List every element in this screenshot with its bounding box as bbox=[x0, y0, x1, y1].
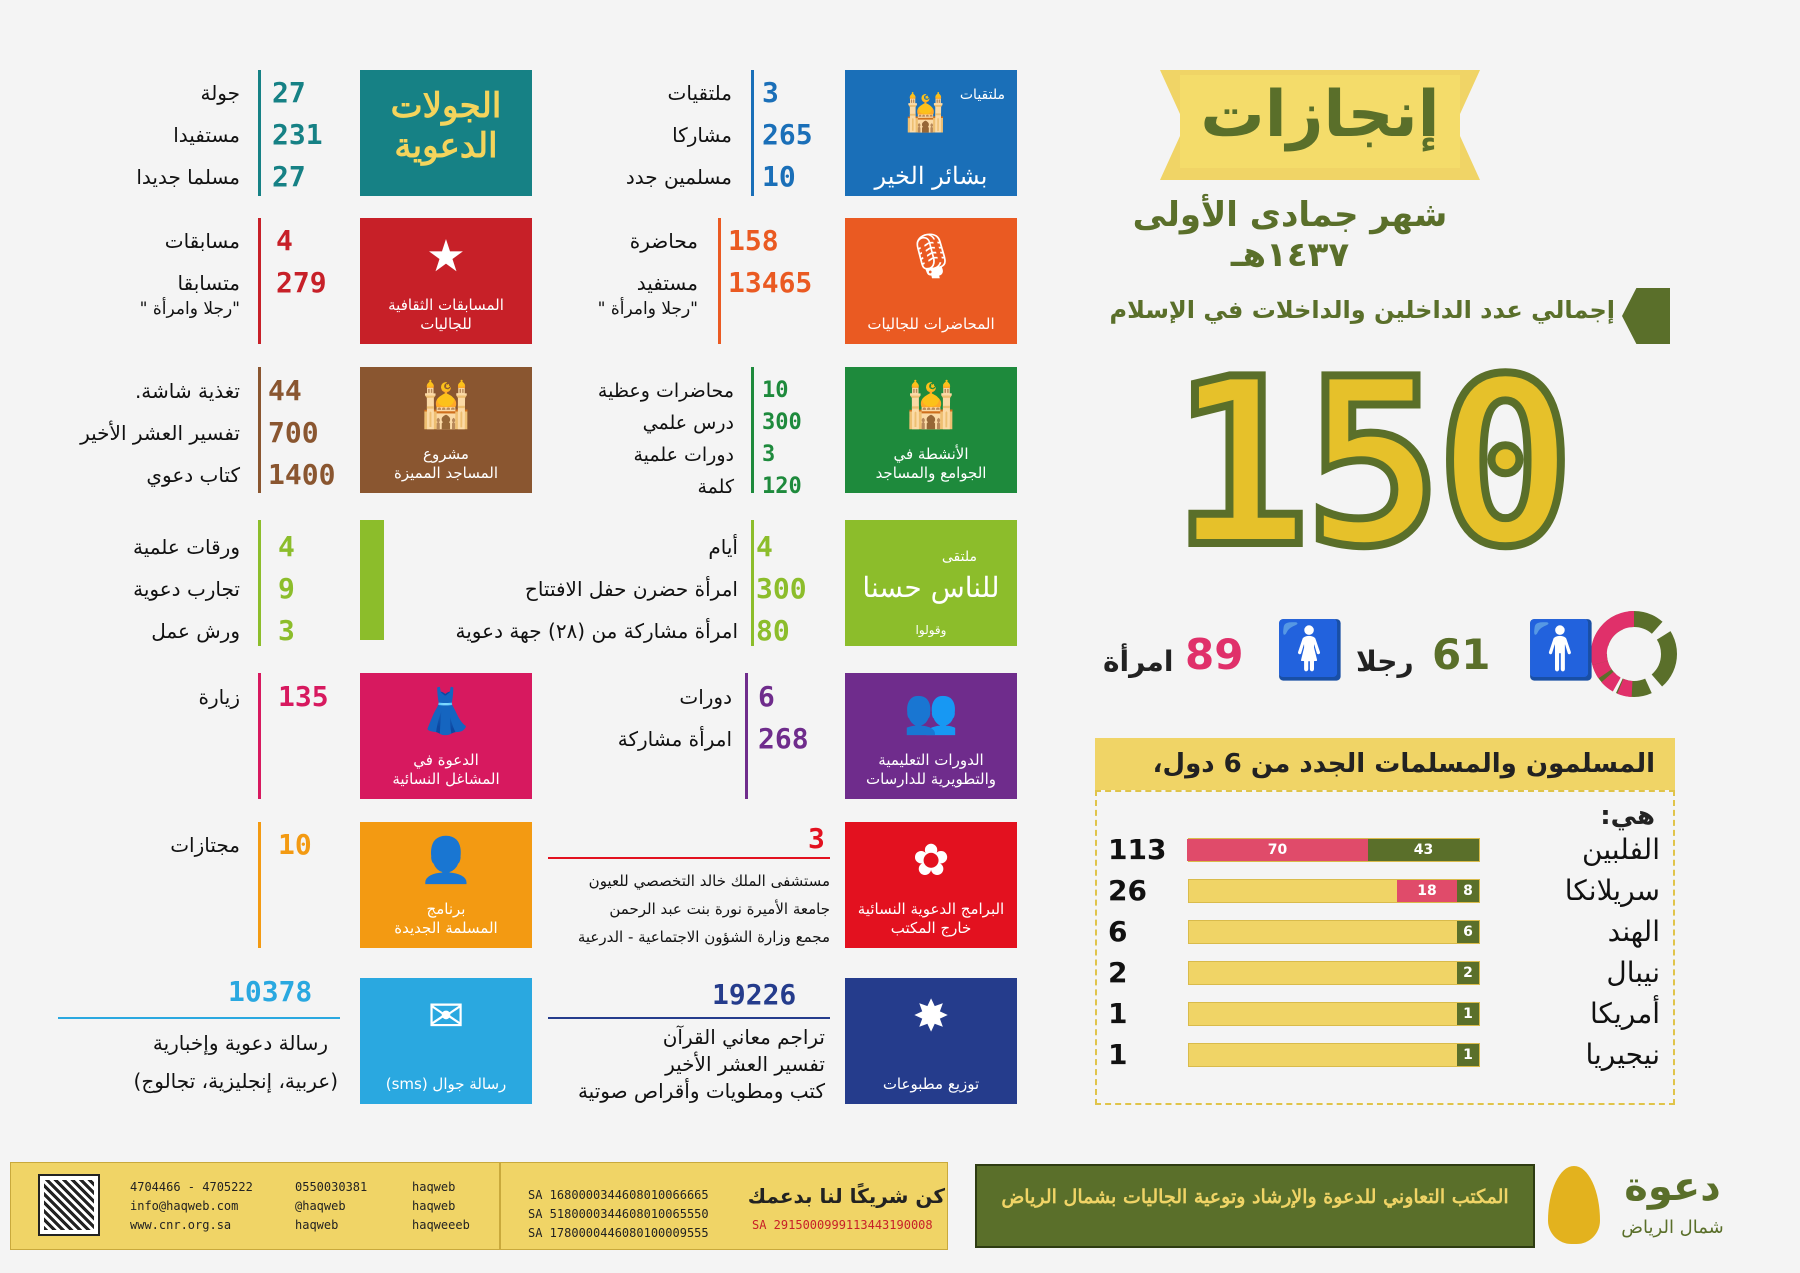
country-men-segment: 8 bbox=[1457, 880, 1479, 902]
s11-value: 3 bbox=[808, 822, 825, 855]
s3-label: مستفيد bbox=[636, 271, 698, 295]
gender-donut bbox=[1588, 608, 1680, 700]
s14-value: 10378 bbox=[228, 975, 313, 1008]
s1-label: مشاركا bbox=[672, 123, 732, 147]
mosque-icon: 🕌 bbox=[903, 380, 959, 431]
s1-value: 265 bbox=[762, 118, 813, 151]
s1-value: 10 bbox=[762, 160, 796, 193]
tile-competitions-caption: المسابقات الثقافية للجاليات bbox=[388, 296, 504, 333]
total-caption-arrow bbox=[1622, 288, 1670, 344]
country-bar bbox=[1188, 879, 1480, 903]
tile-bashaer-alkhair bbox=[845, 70, 1017, 196]
s6-label: تفسير العشر الأخير bbox=[80, 421, 240, 445]
social-handle-1: haqweb bbox=[412, 1180, 456, 1194]
s4-label: متسابقا bbox=[177, 271, 240, 295]
s9-divider bbox=[745, 673, 748, 799]
tile-publications-caption: توزيع مطبوعات bbox=[882, 1075, 980, 1093]
tile-competitions bbox=[360, 218, 532, 344]
s4-value: 4 bbox=[276, 224, 293, 257]
tile-new-muslimah bbox=[360, 822, 532, 948]
s14-line-1: رسالة دعوية وإخبارية bbox=[152, 1031, 328, 1055]
s10-value: 135 bbox=[278, 680, 329, 713]
women-label: امرأة bbox=[1103, 645, 1174, 678]
tile-bashaer-small: ملتقيات bbox=[959, 87, 1005, 103]
s11-line-2: جامعة الأميرة نورة بنت عبد الرحمن bbox=[609, 900, 830, 918]
man-icon: 🚹 bbox=[1526, 618, 1596, 683]
country-women-segment: 70 bbox=[1187, 839, 1368, 861]
title-banner bbox=[1160, 70, 1480, 180]
country-total: 113 bbox=[1108, 833, 1167, 866]
s13-line-1: تراجم معاني القرآن bbox=[662, 1025, 825, 1049]
country-men-segment: 43 bbox=[1368, 839, 1479, 861]
country-men-segment: 1 bbox=[1457, 1003, 1479, 1025]
country-men-segment: 6 bbox=[1457, 921, 1479, 943]
s2-value: 231 bbox=[272, 118, 323, 151]
logo-flame-icon bbox=[1548, 1166, 1600, 1244]
s1-label: مسلمين جدد bbox=[625, 165, 732, 189]
office-name: المكتب التعاوني للدعوة والإرشاد وتوعية الجاليات بشمال الرياض bbox=[1001, 1186, 1509, 1208]
s10-divider bbox=[258, 673, 261, 799]
woman-icon: 🚺 bbox=[1275, 618, 1345, 683]
iban-3: SA 1780000446080100009555 bbox=[528, 1226, 709, 1240]
s1-value: 3 bbox=[762, 76, 779, 109]
country-bar bbox=[1188, 1002, 1480, 1026]
tile-bashaer-title: بشائر الخير bbox=[874, 162, 988, 190]
s5-value: 3 bbox=[762, 442, 776, 467]
social-handle-3: haqweb bbox=[295, 1218, 339, 1232]
tile-mosque-activities-caption: الأنشطة في الجوامع والمساجد bbox=[875, 445, 987, 482]
tile-lectures bbox=[845, 218, 1017, 344]
total-caption: إجمالي عدد الداخلين والداخلات في الإسلام bbox=[1109, 296, 1615, 324]
s7-divider bbox=[751, 520, 754, 646]
iban-1: SA 1680000344608010066665 bbox=[528, 1188, 709, 1202]
dress-icon: 👗 bbox=[418, 686, 474, 737]
tile-sms-caption: رسالة جوال (sms) bbox=[385, 1075, 507, 1093]
tile-new-muslimah-caption: برنامج المسلمة الجديدة bbox=[394, 900, 498, 937]
microphone-icon: 🎙 bbox=[903, 231, 959, 282]
social-handle-2: @haqweb bbox=[295, 1199, 346, 1213]
country-total: 2 bbox=[1108, 956, 1128, 989]
country-bar bbox=[1188, 961, 1480, 985]
s2-label: مستفيدا bbox=[173, 123, 240, 147]
s12-divider bbox=[258, 822, 261, 948]
tile-featured-mosques bbox=[360, 367, 532, 493]
country-total: 26 bbox=[1108, 874, 1147, 907]
s14-line-2: (عربية، إنجليزية، تجالوج) bbox=[133, 1069, 338, 1093]
social-handle-4: haqweb bbox=[412, 1199, 456, 1213]
total-value: 150 bbox=[1171, 331, 1569, 598]
s9-label: امرأة مشاركة bbox=[617, 727, 732, 751]
s8-value: 4 bbox=[278, 530, 295, 563]
s8-divider bbox=[258, 520, 261, 646]
tile-lilnasi-title: للناس حسنا bbox=[862, 571, 1000, 604]
s8-value: 9 bbox=[278, 572, 295, 605]
s6-value: 44 bbox=[268, 374, 302, 407]
mosque-icon: 🕌 bbox=[418, 380, 474, 431]
s9-value: 6 bbox=[758, 680, 775, 713]
s8-label: ورقات علمية bbox=[132, 535, 240, 559]
country-name: سريلانكا bbox=[1564, 874, 1660, 907]
tile-women-programs-caption: البرامج الدعوية النسائية خارج المكتب bbox=[857, 900, 1005, 937]
s12-value: 10 bbox=[278, 828, 312, 861]
country-total: 6 bbox=[1108, 915, 1128, 948]
s2-value: 27 bbox=[272, 76, 306, 109]
s5-label: كلمة bbox=[697, 476, 734, 498]
s7-label: امرأة مشاركة من (٢٨) جهة دعوية bbox=[455, 619, 738, 643]
tile-workshops bbox=[360, 673, 532, 799]
s5-value: 10 bbox=[762, 378, 789, 403]
iban-4: SA 2915000999113443190008 bbox=[752, 1218, 933, 1232]
s1-divider bbox=[751, 70, 754, 196]
men-value: 61 bbox=[1432, 630, 1491, 679]
s5-label: دورات علمية bbox=[633, 444, 734, 466]
email-text: info@haqweb.com bbox=[130, 1199, 239, 1213]
s7-value: 300 bbox=[756, 572, 807, 605]
country-men-segment: 1 bbox=[1457, 1044, 1479, 1066]
country-bar bbox=[1188, 920, 1480, 944]
s4-sublabel: "رجلا وامرأة " bbox=[139, 299, 240, 319]
tile-lilnasi-sub: وقولوا bbox=[915, 623, 947, 637]
octagram-icon: ✸ bbox=[912, 991, 950, 1042]
woman-icon: 👤 bbox=[418, 835, 474, 886]
s5-divider bbox=[751, 367, 754, 493]
s2-label: جولة bbox=[200, 81, 240, 105]
footer bbox=[0, 1162, 1800, 1250]
page-subtitle: شهر جمادى الأولى ١٤٣٧هـ bbox=[1132, 195, 1448, 275]
s10-label: زيارة bbox=[198, 685, 240, 709]
s4-value: 279 bbox=[276, 266, 327, 299]
minaret-icon: 🕌 bbox=[903, 93, 948, 134]
s11-line-1: مستشفى الملك خالد التخصصي للعيون bbox=[588, 872, 830, 890]
country-women-segment: 18 bbox=[1397, 880, 1457, 902]
s4-label: مسابقات bbox=[164, 229, 240, 253]
phone-numbers: 4704466 - 4705222 bbox=[130, 1180, 253, 1194]
s13-line-2: تفسير العشر الأخير bbox=[665, 1052, 825, 1076]
s11-rule bbox=[548, 857, 830, 859]
country-total: 1 bbox=[1108, 997, 1128, 1030]
s6-value: 1400 bbox=[268, 458, 336, 491]
s9-value: 268 bbox=[758, 722, 809, 755]
s3-label: محاضرة bbox=[629, 229, 698, 253]
iban-2: SA 5180000344608010065550 bbox=[528, 1207, 709, 1221]
tile-featured-mosques-caption: مشروع المساجد المميزة bbox=[393, 445, 499, 482]
s13-rule bbox=[548, 1017, 830, 1019]
s6-divider bbox=[258, 367, 261, 493]
sms-envelope-icon: ✉ bbox=[427, 991, 465, 1042]
tile-lectures-caption: المحاضرات للجاليات bbox=[867, 315, 995, 333]
s4-divider bbox=[258, 218, 261, 344]
s6-label: تغذية شاشة. bbox=[134, 379, 240, 403]
s5-label: درس علمي bbox=[642, 412, 734, 434]
s3-value: 13465 bbox=[728, 266, 813, 299]
s7-accent-bar bbox=[360, 520, 384, 640]
qr-code bbox=[40, 1176, 98, 1234]
country-name: نيجيريا bbox=[1585, 1038, 1660, 1071]
s11-line-3: مجمع وزارة الشؤون الاجتماعية - الدرعية bbox=[577, 928, 830, 946]
s2-divider bbox=[258, 70, 261, 196]
s7-label: امرأة حضرن حفل الافتتاح bbox=[524, 577, 738, 601]
logo-sub: شمال الرياض bbox=[1621, 1217, 1724, 1238]
s3-sublabel: "رجلا وامرأة " bbox=[597, 299, 698, 319]
tile-mosque-activities bbox=[845, 367, 1017, 493]
countries-title: المسلمون والمسلمات الجدد من 6 دول، هي: bbox=[1095, 738, 1675, 790]
tile-publications bbox=[845, 978, 1017, 1104]
tile-jawlat-title: الجولات الدعوية bbox=[390, 86, 502, 166]
tile-sms bbox=[360, 978, 532, 1104]
logo-main: دعوة bbox=[1624, 1164, 1721, 1210]
s3-divider bbox=[718, 218, 721, 344]
men-label: رجلا bbox=[1356, 645, 1414, 678]
s9-label: دورات bbox=[679, 685, 732, 709]
s7-value: 4 bbox=[756, 530, 773, 563]
s1-label: ملتقيات bbox=[667, 81, 732, 105]
s5-label: محاضرات وعظية bbox=[597, 380, 734, 402]
tile-women-courses-caption: الدورات التعليمية والتطويرية للدارسات bbox=[865, 751, 997, 788]
tile-lilnasi-small: ملتقى bbox=[941, 549, 977, 565]
s2-label: مسلما جديدا bbox=[136, 165, 240, 189]
country-bar bbox=[1188, 838, 1480, 862]
website-text: www.cnr.org.sa bbox=[130, 1218, 232, 1232]
tile-workshops-caption: الدعوة في المشاغل النسائية bbox=[392, 751, 500, 788]
s5-value: 120 bbox=[762, 474, 802, 499]
s8-label: تجارب دعوية bbox=[133, 577, 240, 601]
support-slogan: كن شريكًا لنا بدعمك bbox=[747, 1184, 945, 1208]
s7-value: 80 bbox=[756, 614, 790, 647]
tile-jawlat bbox=[360, 70, 532, 196]
country-total: 1 bbox=[1108, 1038, 1128, 1071]
group-people-icon: 👥 bbox=[903, 686, 959, 737]
country-name: الهند bbox=[1607, 915, 1660, 948]
s3-value: 158 bbox=[728, 224, 779, 257]
s13-line-3: كتب ومطويات وأقراص صوتية bbox=[577, 1079, 825, 1103]
s2-value: 27 bbox=[272, 160, 306, 193]
s5-value: 300 bbox=[762, 410, 802, 435]
s8-value: 3 bbox=[278, 614, 295, 647]
s12-label: مجتازات bbox=[170, 833, 240, 857]
s13-value: 19226 bbox=[712, 978, 797, 1011]
social-handle-5: haqweeeb bbox=[412, 1218, 470, 1232]
s14-rule bbox=[58, 1017, 340, 1019]
s6-label: كتاب دعوي bbox=[146, 463, 240, 487]
page-title: إنجازات bbox=[1200, 78, 1440, 152]
stars-podium-icon: ★ bbox=[426, 231, 466, 282]
s6-value: 700 bbox=[268, 416, 319, 449]
women-value: 89 bbox=[1185, 630, 1244, 679]
tree-people-icon: ✿ bbox=[912, 835, 950, 886]
s8-label: ورش عمل bbox=[151, 619, 240, 643]
tile-lilnasi-husna bbox=[845, 520, 1017, 646]
country-name: الفلبين bbox=[1582, 833, 1660, 866]
country-men-segment: 2 bbox=[1457, 962, 1479, 984]
country-name: أمريكا bbox=[1589, 997, 1660, 1030]
s7-label: أيام bbox=[708, 535, 738, 559]
tile-women-courses bbox=[845, 673, 1017, 799]
country-bar bbox=[1188, 1043, 1480, 1067]
country-name: نيبال bbox=[1606, 956, 1660, 989]
tile-women-programs bbox=[845, 822, 1017, 948]
mobile-number: 0550030381 bbox=[295, 1180, 368, 1194]
